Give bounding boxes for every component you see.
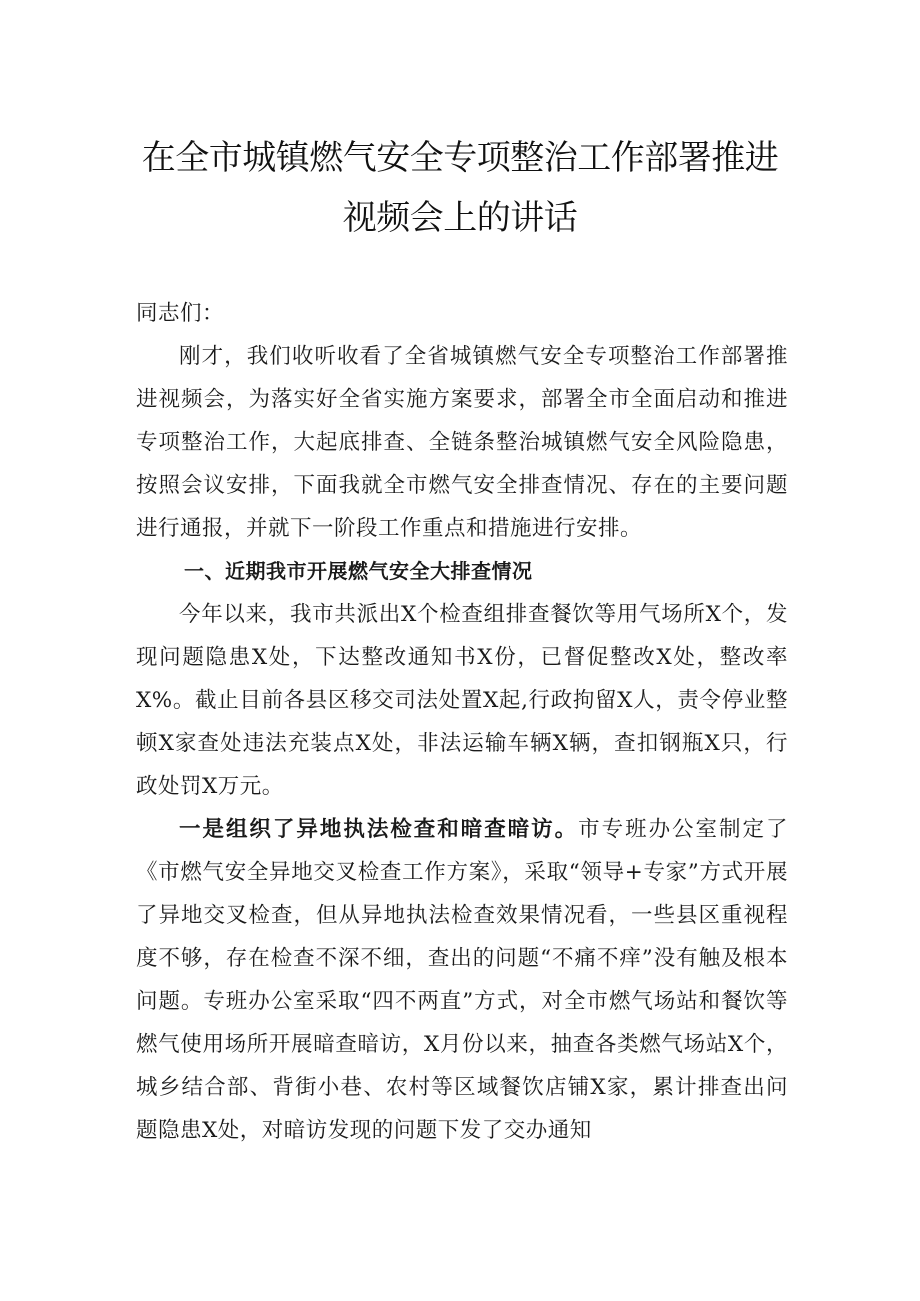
salutation: 同志们： [136,301,225,326]
point-text: 市专班办公室制定了《市燃气安全异地交叉检查工作方案》，采取“领导+专家”方式开展了异地交叉检查，但从异地执法检查效果情况看，一些县区重视程度不够，存在检查不深不细，查出的问题“不痛不痒”没有触及根本问题。专班办公室采取“四不两直”方式，对全市燃气场站和餐饮等燃气使用场所开展暗查暗访，X月份以来，抽查各类燃气场站X个，城乡结合部、背街小巷、农村等区域餐饮店铺X家，累计排查出问题隐患X处，对暗访发现的问题下发了交办通知 [136,817,788,1143]
document-body [136,292,788,1152]
intro-paragraph: 刚才，我们收听收看了全省城镇燃气安全专项整治工作部署推进视频会，为落实好全省实施方案要求，部署全市全面启动和推进专项整治工作，大起底排查、全链条整治城镇燃气安全风险隐患，按照会议安排，下面我就全市燃气安全排查情况、存在的主要问题进行通报，并就下一阶段工作重点和措施进行安排。 [136,344,788,541]
section-paragraph: 今年以来，我市共派出X个检查组排查餐饮等用气场所X个，发现问题隐患X处，下达整改通知书X份，已督促整改X处，整改率X%。截止目前各县区移交司法处置X起,行政拘留X人，责令停业整顿X家查处违法充装点X处，非法运输车辆X辆，查扣钢瓶X只，行政处罚X万元。 [136,602,788,799]
section-heading: 一、近期我市开展燃气安全大排查情况 [184,559,533,583]
document-title: 在全市城镇燃气安全专项整治工作部署推进视频会上的讲话 [141,138,779,238]
point-lead: 一是组织了异地执法检查和暗查暗访。 [179,817,579,842]
point-paragraph [136,808,788,1152]
